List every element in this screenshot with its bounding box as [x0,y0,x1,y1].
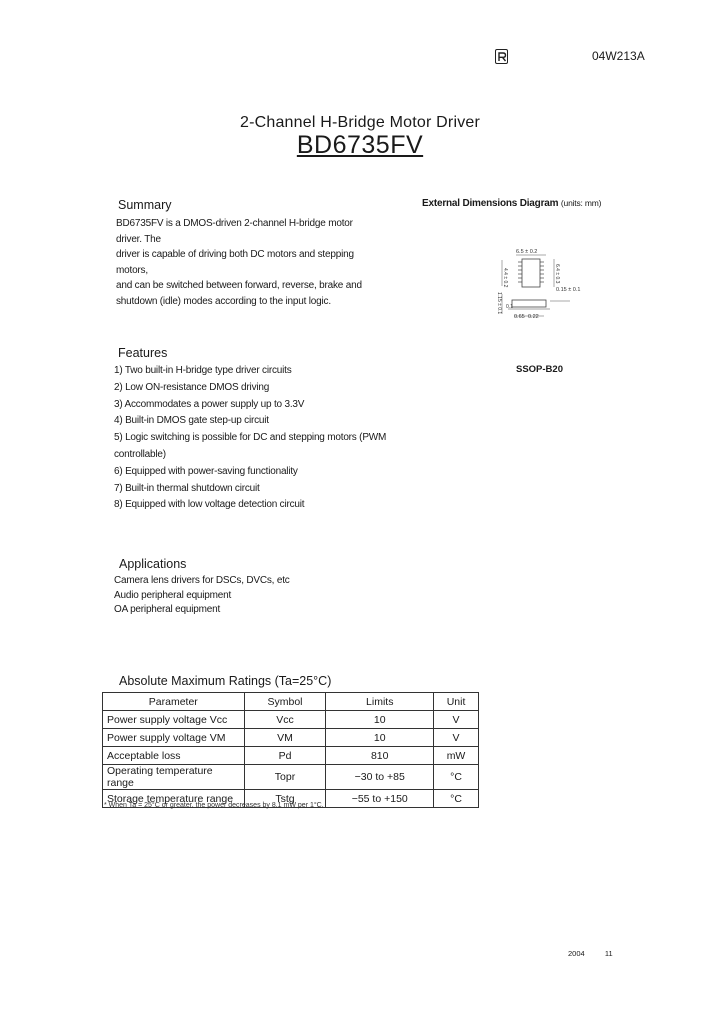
document-code: 04W213A [592,49,645,63]
column-header-symbol: Symbol [244,693,326,711]
cell-parameter: Acceptable loss [103,747,245,765]
dimensions-units: (units: mm) [560,198,602,208]
summary-text [116,216,376,309]
summary-line: BD6735FV is a DMOS-driven 2-channel H-bridge motor driver. The [116,218,353,245]
cell-unit: °C [434,790,479,808]
publication-date [568,949,613,958]
feature-item: 8) Equipped with low voltage detection circuit [114,499,305,511]
summary-heading: Summary [118,198,172,212]
dimensions-title [422,198,601,209]
feature-item: 5) Logic switching is possible for DC and stepping motors (PWM controllable) [114,432,387,460]
cell-unit: °C [434,765,479,790]
feature-item: 4) Built-in DMOS gate step-up circuit [114,415,269,427]
feature-item: 3) Accommodates a power supply up to 3.3V [114,398,305,410]
dim-label-pitch: 0.65 [514,314,525,320]
application-item: OA peripheral equipment [114,604,221,615]
cell-parameter: Storage temperature range [103,790,245,808]
dim-label-lead: 0.15 ± 0.1 [556,287,581,293]
dimensions-title-text: External Dimensions Diagram [422,198,559,209]
cell-unit: mW [434,747,479,765]
cell-limits: 10 [326,711,434,729]
application-item: Audio peripheral equipment [114,589,232,601]
column-header-unit: Unit [434,693,479,711]
dim-label-lead-width: 0.22 [528,314,539,320]
ratings-heading: Absolute Maximum Ratings (Ta=25°C) [119,674,332,688]
dim-label-length: 6.5 ± 0.2 [516,249,538,255]
table-header-row [103,693,479,711]
cell-parameter: Power supply voltage Vcc [103,711,245,729]
cell-unit: V [434,729,479,747]
cell-symbol: Topr [244,765,326,790]
cell-limits: 10 [326,729,434,747]
table-row [103,729,479,747]
feature-item: 7) Built-in thermal shutdown circuit [114,482,260,494]
ratings-footnote: * When Ta = 25°C or greater, the power decreases by 8.1 mW per 1°C. [104,802,324,809]
summary-line: driver is capable of driving both DC motors and stepping motors, [116,249,354,276]
package-name: SSOP-B20 [516,364,563,375]
feature-item: 2) Low ON-resistance DMOS driving [114,381,270,393]
application-item: Camera lens drivers for DSCs, DVCs, etc [114,575,290,586]
features-heading: Features [118,346,168,360]
footer-year: 2004 [568,949,585,958]
cell-symbol: VM [244,729,326,747]
dim-label-standoff: 0.1 [506,304,513,310]
cell-parameter: Operating temperature range [103,765,245,790]
cell-symbol: Tstg [244,790,326,808]
part-number: BD6735FV [296,131,424,159]
dim-label-width: 4.4 ± 0.2 [502,268,508,288]
cell-limits: 810 [326,747,434,765]
table-row [103,747,479,765]
feature-item: 1) Two built-in H-bridge type driver circuits [114,365,292,376]
column-header-parameter: Parameter [103,693,245,711]
dim-label-overall-width: 6.4 ± 0.3 [554,264,560,284]
cell-symbol: Pd [244,747,326,765]
table-row [103,765,479,790]
ratings-table [102,692,479,808]
document-title: 2-Channel H-Bridge Motor Driver [239,114,481,131]
rohm-logo [495,49,508,64]
cell-limits: −55 to +150 [326,790,434,808]
footer-month: 11 [604,949,613,958]
table-row [103,711,479,729]
package-diagram [494,246,584,320]
cell-unit: V [434,711,479,729]
dim-label-height: 1.15 ± 0.1 [496,292,502,315]
summary-line: and can be switched between forward, reverse, brake and [116,280,362,291]
feature-item: 6) Equipped with power-saving functionality [114,465,298,477]
column-header-limits: Limits [326,693,434,711]
cell-parameter: Power supply voltage VM [103,729,245,747]
summary-line: shutdown (idle) modes according to the input logic. [116,295,331,307]
features-list [114,363,434,514]
applications-heading: Applications [119,557,187,571]
cell-limits: −30 to +85 [326,765,434,790]
cell-symbol: Vcc [244,711,326,729]
applications-list [114,574,414,618]
